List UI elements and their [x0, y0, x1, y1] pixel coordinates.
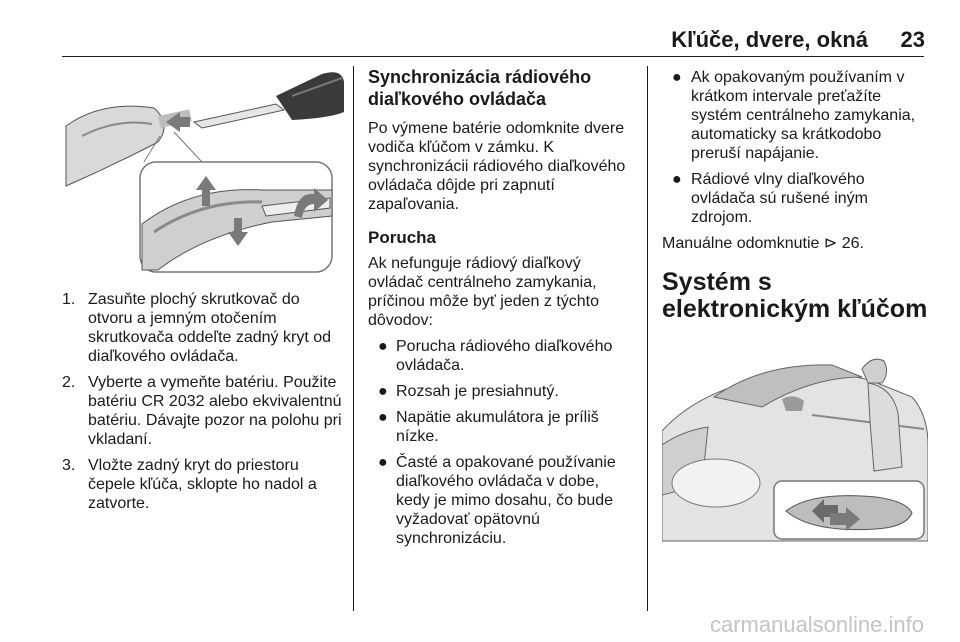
list-item	[368, 453, 632, 548]
step-item	[62, 456, 344, 513]
section-heading: Systém s elektronickým kľúčom	[662, 268, 928, 323]
step-text: Vyberte a vymeňte batériu. Použite batériu CR 2032 alebo ekvivalentnú batériu. Dávajte pozor na polohu pri vkladaní.	[88, 374, 342, 448]
list-item-text: Rádiové vlny diaľkového ovládača sú rušené iným zdrojom.	[691, 171, 868, 226]
step-item	[62, 373, 344, 449]
list-item-text: Napätie akumulátora je príliš nízke.	[396, 409, 599, 445]
bullet-icon: ●	[378, 338, 388, 355]
step-number: 3.	[62, 457, 76, 474]
sync-heading: Synchronizácia rádiového diaľkového ovládača	[368, 67, 592, 109]
step-text: Zasuňte plochý skrutkovač do otvoru a jemným otočením skrutkovača oddeľte zadný kryt od diaľkového ovládača.	[88, 291, 332, 365]
list-item-text: Ak opakovaným používaním v krátkom intervale preťažíte systém centrálneho zamykania, automaticky sa krátkodobo preruší napájanie.	[691, 69, 916, 162]
step-number: 2.	[62, 374, 76, 391]
column-2	[368, 66, 632, 555]
bullet-icon: ●	[378, 409, 388, 426]
page-number: 23	[900, 27, 925, 52]
key-battery-illustration	[62, 66, 344, 276]
list-item-text: Rozsah je presiahnutý.	[396, 383, 559, 400]
column-divider-right	[647, 66, 648, 611]
header-title: Kľúče, dvere, okná	[671, 27, 868, 52]
list-item	[368, 408, 632, 446]
list-item	[368, 337, 632, 375]
list-item-text: Porucha rádiového diaľkového ovládača.	[396, 338, 613, 374]
fault-heading: Porucha	[368, 228, 437, 247]
list-item	[368, 382, 632, 401]
watermark: carmanualsonline.info	[709, 612, 924, 637]
bullet-icon: ●	[672, 171, 682, 188]
column-divider-left	[353, 66, 354, 611]
list-item	[662, 170, 932, 227]
list-item-text: Časté a opakované používanie diaľkového ovládača v dobe, kedy je mimo dosahu, čo bude vyžadovať opätovnú synchronizáciu.	[396, 454, 616, 547]
sync-paragraph: Po výmene batérie odomknite dvere vodiča kľúčom v zámku. K synchronizácii rádiového diaľkového ovládača dôjde pri zapnutí zapaľovania.	[368, 120, 626, 213]
electronic-key-car-illustration	[662, 335, 928, 545]
header-rule	[62, 56, 924, 57]
step-number: 1.	[62, 291, 76, 308]
bullet-icon: ●	[378, 454, 388, 471]
column-3	[662, 66, 932, 545]
manual-unlock-reference[interactable]: Manuálne odomknutie ⊳ 26.	[662, 235, 864, 252]
bullet-icon: ●	[378, 383, 388, 400]
list-item	[662, 68, 932, 163]
fault-intro: Ak nefunguje rádiový diaľkový ovládač centrálneho zamykania, príčinou môže byť jeden z týchto dôvodov:	[368, 255, 600, 329]
bullet-icon: ●	[672, 69, 682, 86]
column-1	[62, 66, 344, 520]
step-text: Vložte zadný kryt do priestoru čepele kľúča, sklopte ho nadol a zatvorte.	[88, 457, 317, 512]
step-item	[62, 290, 344, 366]
